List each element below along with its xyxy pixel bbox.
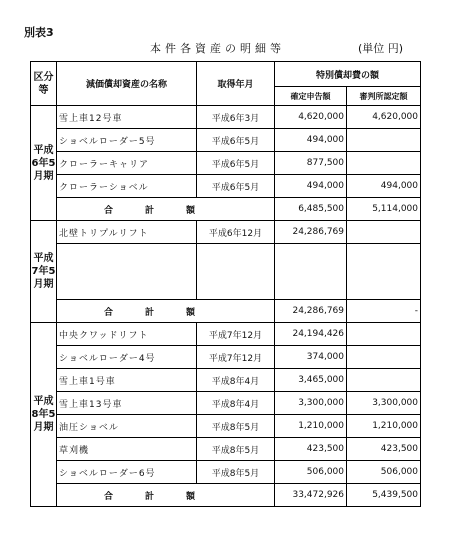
appendix-label: 別表3 (24, 26, 54, 39)
acquired-date: 平成6年5月 (197, 175, 275, 198)
total-row (31, 484, 421, 507)
total-label: 合計額 (57, 198, 275, 221)
total-declared-amount: 24,286,769 (275, 300, 347, 323)
asset-name: クローラーキャリア (57, 152, 197, 175)
acquired-date: 平成7年12月 (197, 323, 275, 346)
declared-amount: 506,000 (275, 461, 347, 484)
group-label: 平成8年5月期 (31, 323, 57, 507)
table-row (31, 106, 421, 129)
header-special-dep: 特別償却費の額 (275, 62, 421, 87)
declared-amount: 374,000 (275, 346, 347, 369)
asset-name: 雪上車12号車 (57, 106, 197, 129)
adjusted-amount: 423,500 (347, 438, 421, 461)
blank-cell (197, 244, 275, 300)
blank-cell (275, 244, 347, 300)
acquired-date: 平成6年12月 (197, 221, 275, 244)
asset-name: 北壁トリプルリフト (57, 221, 197, 244)
total-label: 合計額 (57, 484, 275, 507)
declared-amount: 494,000 (275, 175, 347, 198)
acquired-date: 平成7年12月 (197, 346, 275, 369)
asset-name: 中央クワッドリフト (57, 323, 197, 346)
table-row (31, 346, 421, 369)
table-row (31, 221, 421, 244)
table-row (31, 323, 421, 346)
total-declared-amount: 33,472,926 (275, 484, 347, 507)
asset-table (30, 61, 421, 507)
document-title: 本件各資産の明細等 (150, 42, 285, 55)
acquired-date: 平成8年4月 (197, 369, 275, 392)
total-label: 合計額 (57, 300, 275, 323)
asset-name: ショベルローダー6号 (57, 461, 197, 484)
table-row (31, 129, 421, 152)
adjusted-amount (347, 152, 421, 175)
declared-amount: 877,500 (275, 152, 347, 175)
adjusted-amount: 4,620,000 (347, 106, 421, 129)
total-adjusted-amount: 5,439,500 (347, 484, 421, 507)
asset-name: 雪上車13号車 (57, 392, 197, 415)
header-declared: 確定申告額 (275, 87, 347, 106)
adjusted-amount (347, 323, 421, 346)
acquired-date: 平成6年5月 (197, 129, 275, 152)
declared-amount: 3,465,000 (275, 369, 347, 392)
adjusted-amount: 506,000 (347, 461, 421, 484)
acquired-date: 平成8年4月 (197, 392, 275, 415)
adjusted-amount (347, 346, 421, 369)
acquired-date: 平成8年5月 (197, 415, 275, 438)
header-adjusted: 審判所認定額 (347, 87, 421, 106)
group-label: 平成6年5月期 (31, 106, 57, 221)
total-adjusted-amount: - (347, 300, 421, 323)
acquired-date: 平成8年5月 (197, 438, 275, 461)
adjusted-amount (347, 221, 421, 244)
blank-row (31, 244, 421, 300)
adjusted-amount: 1,210,000 (347, 415, 421, 438)
declared-amount: 4,620,000 (275, 106, 347, 129)
table-row (31, 438, 421, 461)
table-row (31, 392, 421, 415)
total-declared-amount: 6,485,500 (275, 198, 347, 221)
table-row (31, 152, 421, 175)
asset-name: ショベルローダー4号 (57, 346, 197, 369)
header-group: 区分等 (31, 62, 57, 106)
asset-name: 油圧ショベル (57, 415, 197, 438)
total-row (31, 198, 421, 221)
adjusted-amount: 494,000 (347, 175, 421, 198)
declared-amount: 1,210,000 (275, 415, 347, 438)
asset-name: 草刈機 (57, 438, 197, 461)
declared-amount: 494,000 (275, 129, 347, 152)
asset-name: ショベルローダー5号 (57, 129, 197, 152)
asset-name: 雪上車1号車 (57, 369, 197, 392)
blank-cell (347, 244, 421, 300)
acquired-date: 平成6年5月 (197, 152, 275, 175)
asset-name: クローラーショベル (57, 175, 197, 198)
total-adjusted-amount: 5,114,000 (347, 198, 421, 221)
declared-amount: 24,286,769 (275, 221, 347, 244)
table-row (31, 175, 421, 198)
header-asset-name: 減価償却資産の名称 (57, 62, 197, 106)
header-row (31, 62, 421, 87)
declared-amount: 24,194,426 (275, 323, 347, 346)
declared-amount: 3,300,000 (275, 392, 347, 415)
adjusted-amount (347, 129, 421, 152)
header-acquired: 取得年月 (197, 62, 275, 106)
total-row (31, 300, 421, 323)
adjusted-amount: 3,300,000 (347, 392, 421, 415)
table-row (31, 461, 421, 484)
declared-amount: 423,500 (275, 438, 347, 461)
acquired-date: 平成8年5月 (197, 461, 275, 484)
table-row (31, 369, 421, 392)
group-label: 平成7年5月期 (31, 221, 57, 323)
acquired-date: 平成6年3月 (197, 106, 275, 129)
blank-cell (57, 244, 197, 300)
unit-label: (単位 円) (358, 42, 404, 55)
table-row (31, 415, 421, 438)
adjusted-amount (347, 369, 421, 392)
